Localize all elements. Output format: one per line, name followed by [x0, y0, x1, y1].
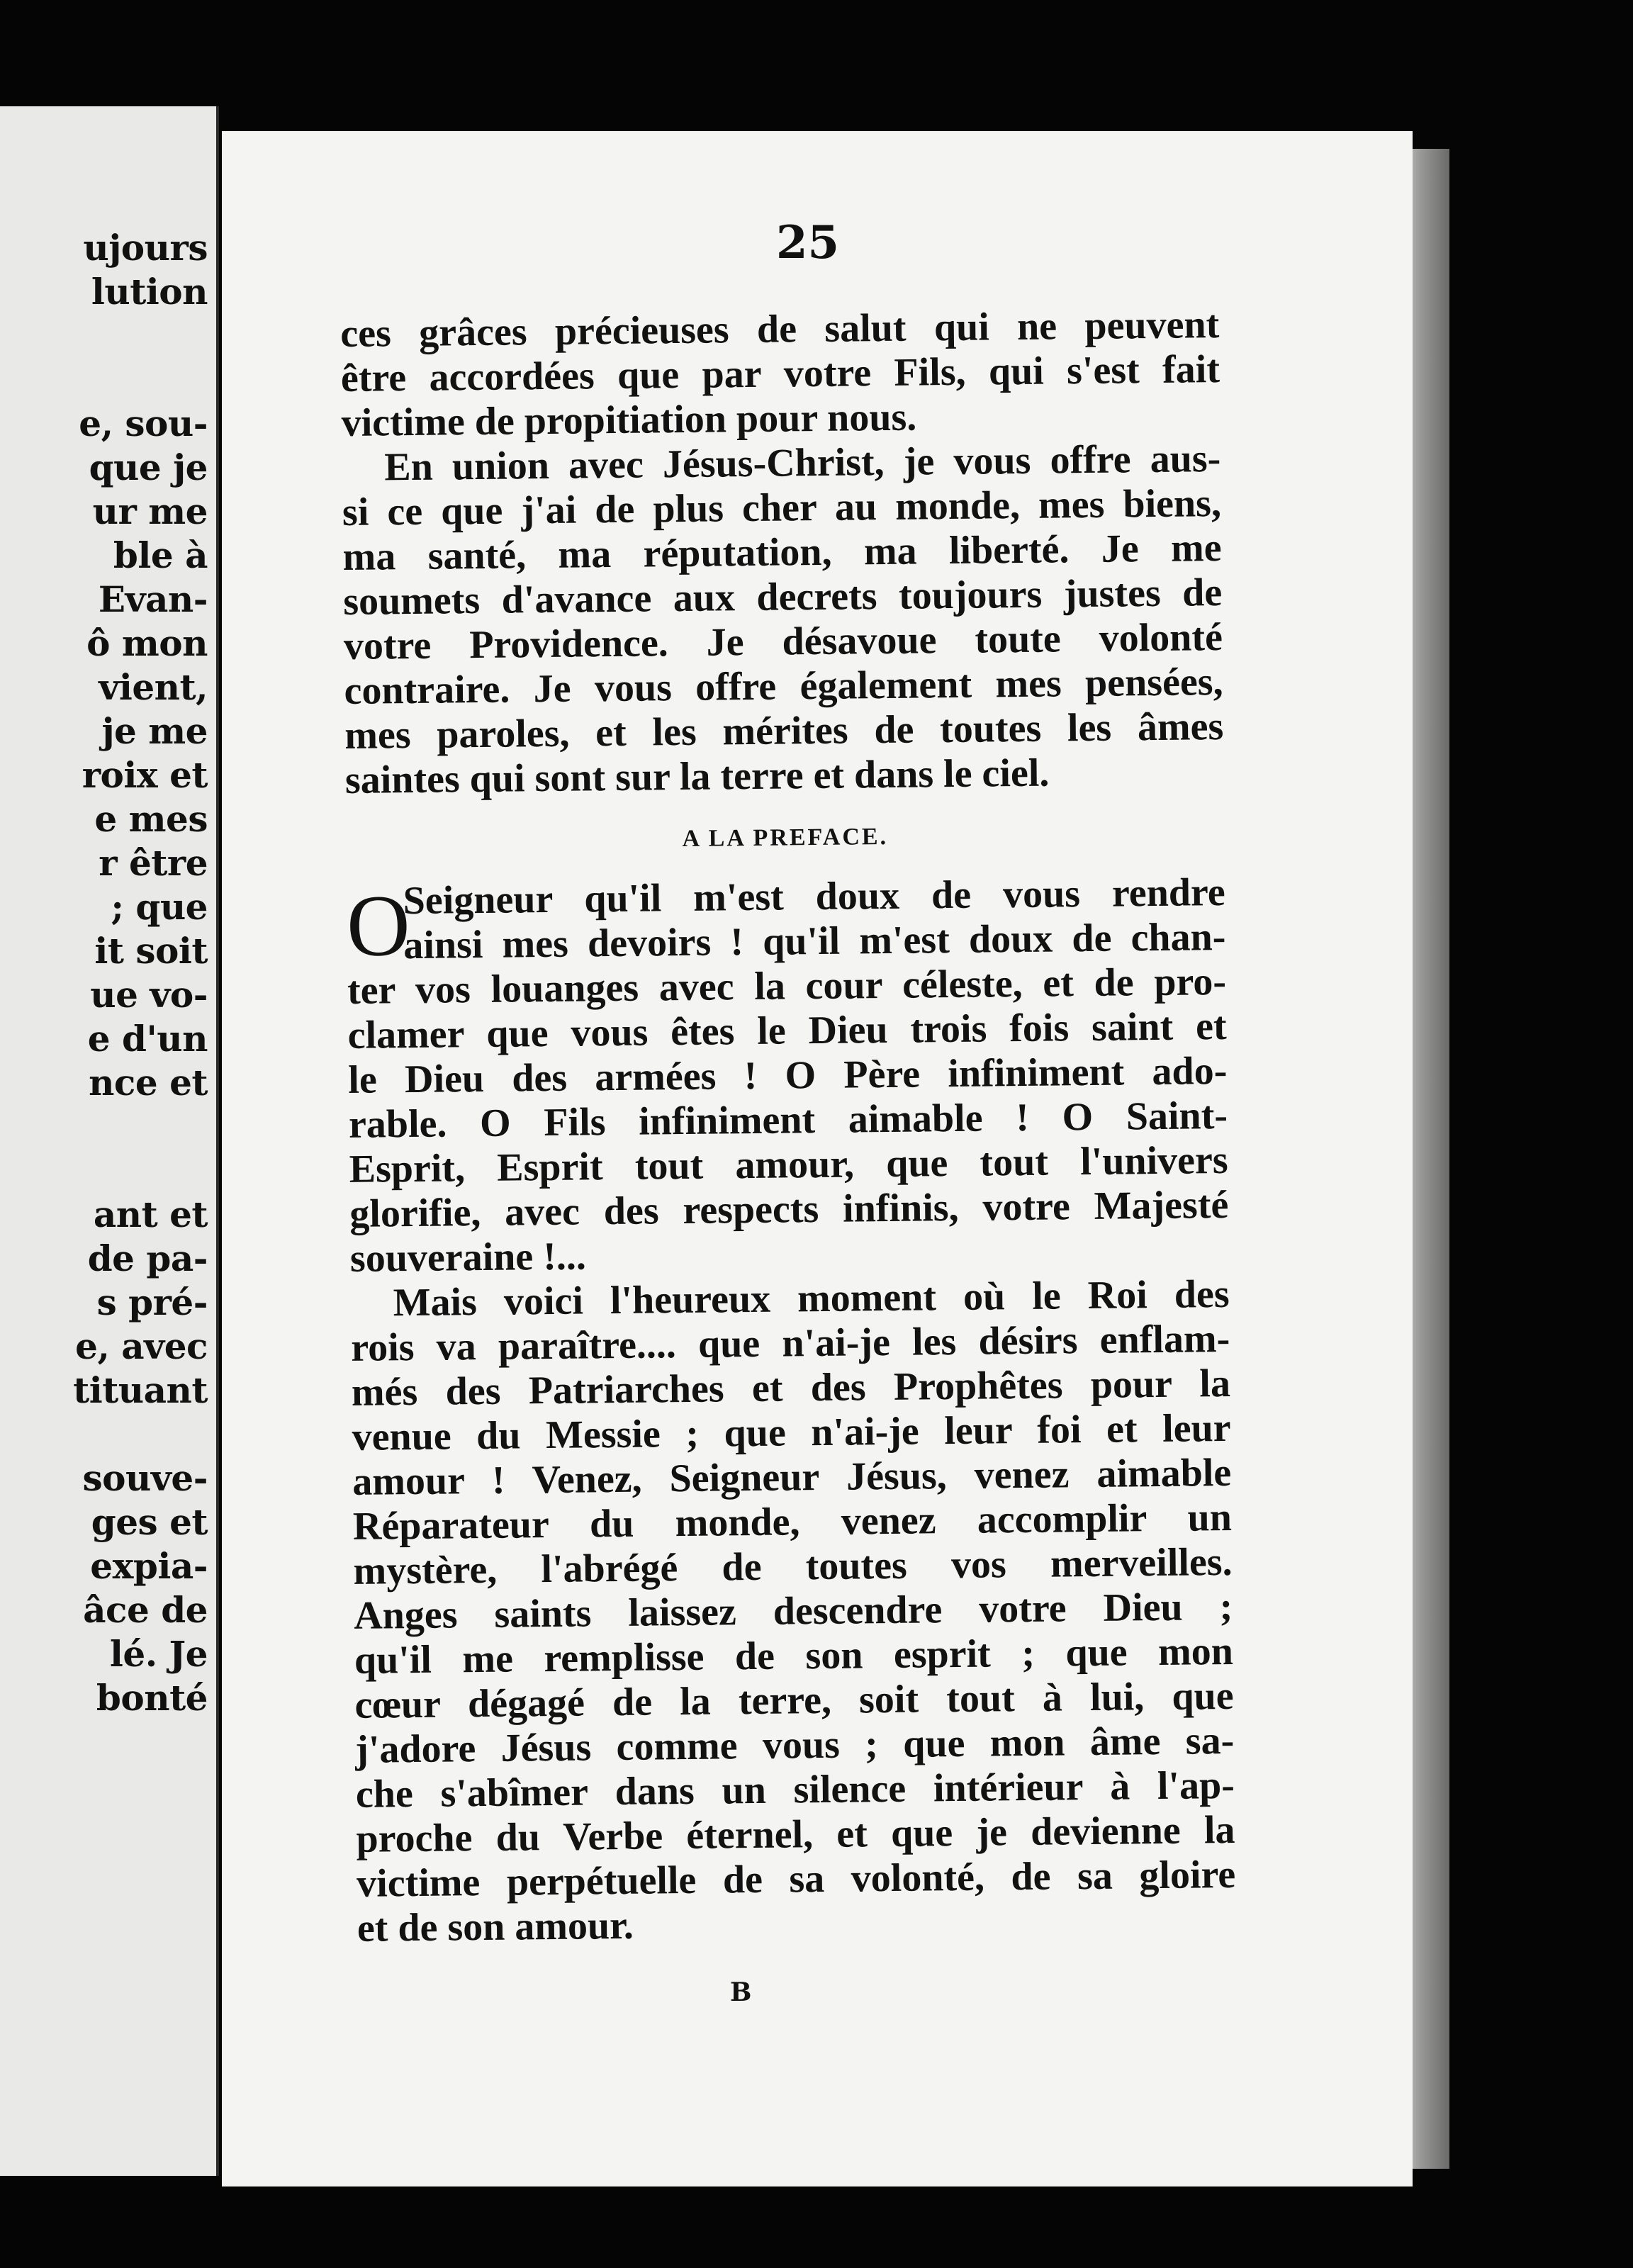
- text-line: proche du Verbe éternel, et que je devienne la: [356, 1807, 1235, 1861]
- fragment-line: r être: [99, 842, 208, 884]
- text-line: saintes qui sont sur la terre et dans le ciel.: [344, 751, 1050, 802]
- text-line: rois va paraître.... que n'ai-je les désirs enflam-: [350, 1316, 1230, 1370]
- fragment-line: tituant: [73, 1369, 208, 1411]
- text-line: Réparateur du monde, venez accomplir un: [352, 1495, 1233, 1549]
- fragment-line: ur me: [92, 490, 208, 532]
- fragment-line: ô mon: [86, 622, 208, 664]
- text-line: soumets d'avance aux decrets toujours justes de: [342, 570, 1223, 624]
- fragment-line: expia-: [90, 1545, 208, 1587]
- text-line: Anges saints laissez descendre votre Dieu ;: [353, 1584, 1233, 1638]
- fragment-line: ant et: [93, 1194, 208, 1235]
- fragment-line: ble à: [113, 534, 208, 576]
- text-line: si ce que j'ai de plus cher au monde, mes biens,: [342, 481, 1222, 534]
- fragment-line: nce et: [89, 1062, 208, 1104]
- text-line: Mais voici l'heureux moment où le Roi des: [393, 1271, 1230, 1325]
- fragment-line: roix et: [82, 754, 208, 796]
- text-line: victime de propitiation pour nous.: [341, 395, 917, 445]
- drop-cap: O: [346, 877, 411, 975]
- page-number: 25: [776, 216, 840, 269]
- fragment-line: e mes: [94, 798, 208, 840]
- fragment-line: ujours: [83, 227, 208, 269]
- fragment-line: lution: [91, 271, 208, 313]
- text-line: més des Patriarches et des Prophêtes pour la: [351, 1361, 1231, 1415]
- text-line: En union avec Jésus-Christ, je vous offre aus-: [383, 437, 1221, 490]
- text-line: Esprit, Esprit tout amour, que tout l'univers: [349, 1138, 1228, 1191]
- fragment-line: bonté: [96, 1677, 208, 1719]
- text-line: mystère, l'abrégé de toutes vos merveilles.: [353, 1539, 1233, 1593]
- text-line: rable. O Fils infiniment aimable ! O Saint-: [348, 1093, 1228, 1147]
- text-line: venue du Messie ; que n'ai-je leur foi et leur: [352, 1405, 1231, 1459]
- paragraph-4: [350, 1272, 1236, 1951]
- fragment-line: ; que: [111, 886, 208, 928]
- text-line: ces grâces précieuses de salut qui ne peuvent: [340, 303, 1220, 356]
- text-line: clamer que vous êtes le Dieu trois fois saint et: [347, 1004, 1227, 1057]
- fragment-line: s pré-: [96, 1281, 208, 1323]
- text-line: glorifie, avec des respects infinis, votre Majesté: [349, 1182, 1229, 1236]
- fragment-line: lé. Je: [109, 1633, 208, 1675]
- section-heading: A LA PREFACE.: [682, 823, 889, 852]
- text-line: amour ! Venez, Seigneur Jésus, venez aimable: [352, 1450, 1232, 1504]
- text-line: j'adore Jésus comme vous ; que mon âme sa-: [354, 1718, 1235, 1772]
- fragment-line: que je: [89, 447, 208, 488]
- previous-page-text: [0, 106, 216, 2176]
- text-line: ainsi mes devoirs ! qu'il m'est doux de chan-: [403, 914, 1226, 968]
- fragment-line: e, avec: [75, 1325, 208, 1367]
- fragment-line: ges et: [91, 1501, 208, 1543]
- text-line: victime perpétuelle de sa volonté, de sa gloire: [356, 1852, 1236, 1906]
- text-line: qu'il me remplisse de son esprit ; que mon: [354, 1629, 1234, 1683]
- text-line: che s'abîmer dans un silence intérieur à l'ap-: [355, 1763, 1235, 1817]
- text-line: souveraine !...: [349, 1234, 587, 1281]
- fragment-line: souve-: [82, 1457, 208, 1499]
- fragment-line: ue vo-: [90, 974, 208, 1016]
- previous-page: [0, 106, 219, 2176]
- paragraph-3: [346, 870, 1229, 1281]
- fragment-line: vient,: [99, 666, 208, 708]
- text-line: cœur dégagé de la terre, soit tout à lui, que: [354, 1673, 1234, 1727]
- fragment-line: âce de: [83, 1589, 208, 1631]
- text-line: et de son amour.: [357, 1903, 634, 1950]
- text-line: votre Providence. Je désavoue toute volonté: [343, 614, 1223, 668]
- text-line: le Dieu des armées ! O Père infiniment ado-: [348, 1048, 1228, 1102]
- text-line: contraire. Je vous offre également mes pensées,: [344, 659, 1223, 713]
- signature-mark: B: [730, 1977, 752, 2007]
- fragment-line: je me: [101, 710, 208, 752]
- fragment-line: it soit: [94, 930, 208, 972]
- fragment-line: Evan-: [98, 578, 208, 620]
- paragraph-1: [340, 303, 1220, 446]
- fragment-line: e d'un: [87, 1018, 208, 1060]
- page-text: [340, 303, 1236, 1951]
- text-line: ma santé, ma réputation, ma liberté. Je me: [342, 525, 1222, 579]
- text-line: ter vos louanges avec la cour céleste, et de pro-: [347, 959, 1227, 1013]
- text-line: mes paroles, et les mérites de toutes les âmes: [344, 704, 1224, 758]
- text-line: Seigneur qu'il m'est doux de vous rendre: [403, 870, 1225, 924]
- fragment-line: e, sou-: [79, 403, 208, 444]
- fragment-line: de pa-: [87, 1237, 208, 1279]
- text-line: être accordées que par votre Fils, qui s'est fait: [340, 347, 1220, 400]
- paragraph-2: [342, 437, 1224, 803]
